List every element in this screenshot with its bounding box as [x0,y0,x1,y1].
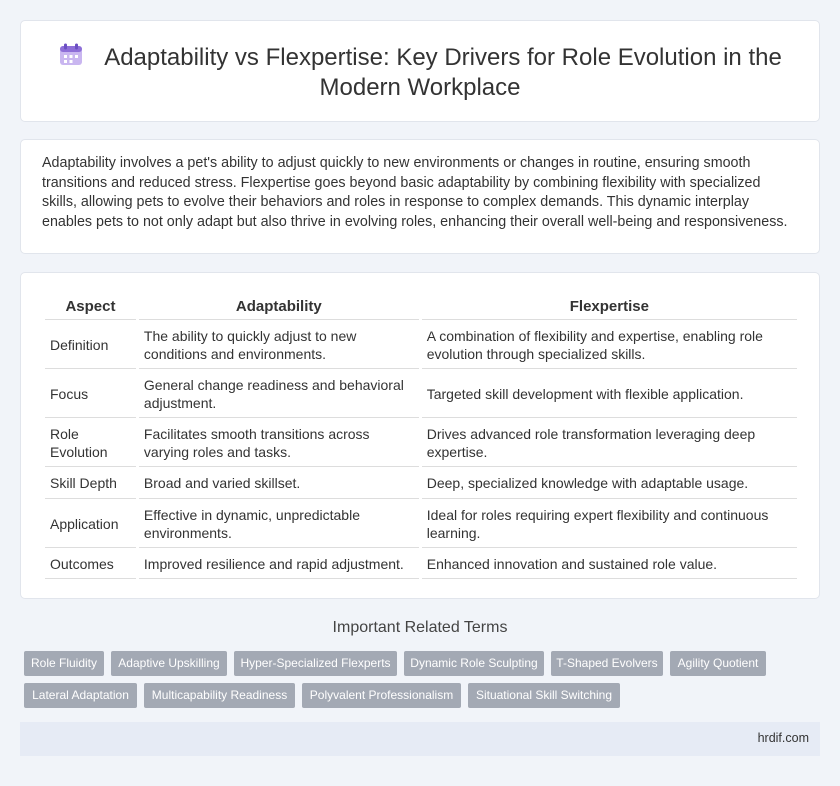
header-aspect: Aspect [45,293,136,320]
table-header-row [45,293,797,320]
related-term-tag[interactable]: Multicapability Readiness [144,683,295,708]
cell-aspect: Role Evolution [45,418,136,467]
page-title-wrap [21,43,819,103]
table-row [45,499,797,548]
cell-adaptability: General change readiness and behavioral adjustment. [139,369,419,418]
header-flexpertise: Flexpertise [422,293,797,320]
cell-aspect: Application [45,499,136,548]
cell-flexpertise: A combination of flexibility and expertise, enabling role evolution through specialized skills. [422,320,797,369]
cell-adaptability: Effective in dynamic, unpredictable environments. [139,499,419,548]
cell-aspect: Skill Depth [45,467,136,499]
cell-aspect: Outcomes [45,548,136,579]
page-title: Adaptability vs Flexpertise: Key Drivers for Role Evolution in the Modern Workplace [104,44,782,101]
table-row [45,320,797,369]
table-row [45,548,797,579]
header-adaptability: Adaptability [139,293,419,320]
cell-adaptability: Improved resilience and rapid adjustment. [139,548,419,579]
footer-site-link[interactable]: hrdif.com [757,731,809,745]
header-card [20,20,820,122]
related-term-tag[interactable]: Situational Skill Switching [468,683,620,708]
cell-adaptability: The ability to quickly adjust to new conditions and environments. [139,320,419,369]
cell-flexpertise: Deep, specialized knowledge with adaptable usage. [422,467,797,499]
table-row [45,418,797,467]
cell-flexpertise: Enhanced innovation and sustained role value. [422,548,797,579]
cell-flexpertise: Targeted skill development with flexible application. [422,369,797,418]
intro-paragraph: Adaptability involves a pet's ability to adjust quickly to new environments or changes in routine, ensuring smooth transitions and reduced stress. Flexpertise goes beyond basic adaptability by combining flexibility with specialized skills, allowing pets to evolve their behaviors and roles in response to complex demands. This dynamic interplay enables pets to not only adapt but also thrive in evolving roles, enhancing their overall well-being and responsiveness. [42,155,788,230]
intro-card [20,139,820,254]
cell-adaptability: Broad and varied skillset. [139,467,419,499]
related-term-tag[interactable]: Dynamic Role Sculpting [404,651,544,676]
cell-aspect: Focus [45,369,136,418]
related-term-tag[interactable]: Hyper-Specialized Flexperts [234,651,397,676]
table-row [45,369,797,418]
related-term-tag[interactable]: T-Shaped Evolvers [551,651,663,676]
related-terms-heading: Important Related Terms [332,619,508,636]
related-term-tag[interactable]: Agility Quotient [670,651,766,676]
table-row [45,467,797,499]
cell-flexpertise: Drives advanced role transformation leveraging deep expertise. [422,418,797,467]
related-term-tag[interactable]: Polyvalent Professionalism [302,683,461,708]
cell-adaptability: Facilitates smooth transitions across varying roles and tasks. [139,418,419,467]
related-term-tag[interactable]: Lateral Adaptation [24,683,137,708]
cell-flexpertise: Ideal for roles requiring expert flexibility and continuous learning. [422,499,797,548]
comparison-table [42,293,800,579]
related-term-tag[interactable]: Role Fluidity [24,651,104,676]
comparison-table-card [20,272,820,599]
calendar-icon [58,43,84,67]
cell-aspect: Definition [45,320,136,369]
related-term-tag[interactable]: Adaptive Upskilling [111,651,227,676]
footer-bar [20,722,820,756]
